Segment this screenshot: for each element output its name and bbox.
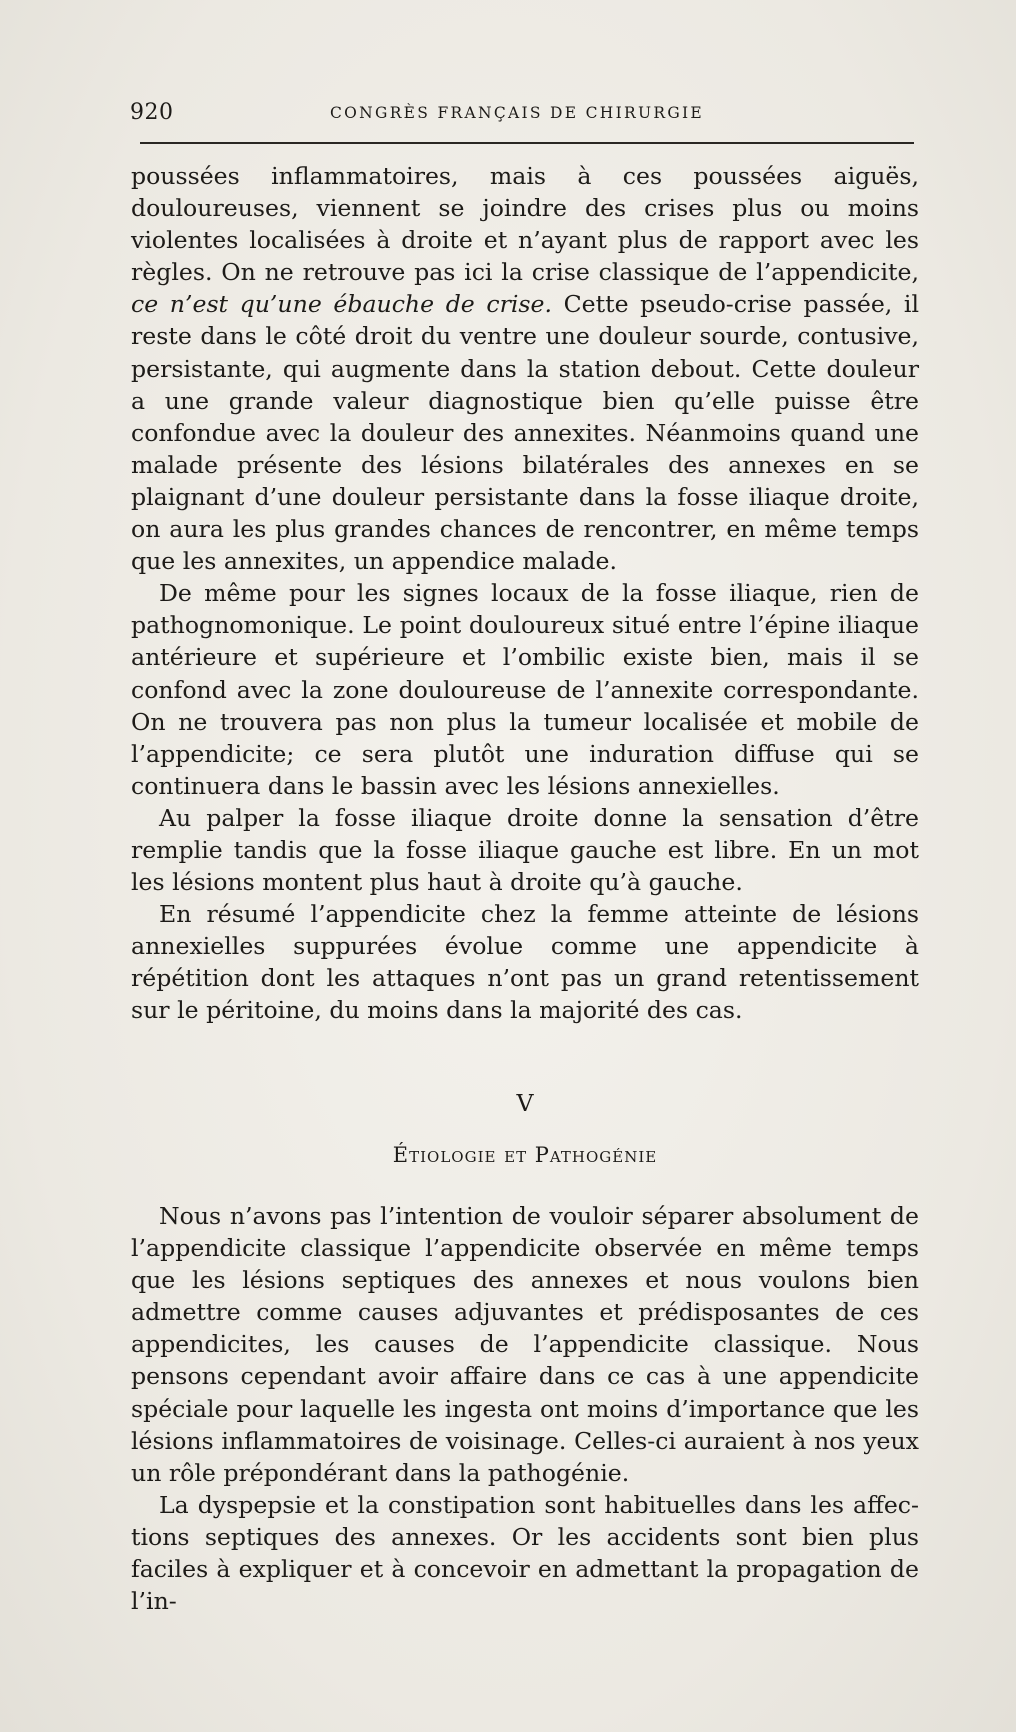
paragraph-text: poussées inflammatoires, mais à ces poussées aiguës, douloureuses, viennent se joindre des crises plus ou moins violentes localisées à droite et n’ayant plus de rapport avec les règles. On ne retrouve pas ici la crise classique de l’appendicite, xyxy=(131,162,919,287)
paragraph xyxy=(131,160,919,577)
paragraph-text: Cette pseudo-crise passée, il reste dans le côté droit du ventre une douleur sourde, contusive, persistante, qui augmente dans la station debout. Cette douleur a une grande valeur diagnostique bien qu’elle puisse être confondue avec la douleur des annexites. Néanmoins quand une malade présente des lésions bilatérales des annexes en se plaignant d’une douleur persistante dans la fosse iliaque droite, on aura les plus grandes chances de rencontrer, en même temps que les annexites, un appendice malade. xyxy=(131,290,920,576)
body-text-section xyxy=(131,1200,919,1617)
paragraph: La dyspepsie et la constipation sont habituelles dans les affections septiques des annexes. Or les accidents sont bien plus faciles à expliquer et à concevoir en admettant la propagation de l’in- xyxy=(131,1490,919,1616)
paragraph: Nous n’avons pas l’intention de vouloir séparer absolument de l’appendicite classique l’appendicite observée en même temps que les lésions septiques des annexes et nous voulons bien admettre comme causes adjuvantes et prédisposantes de ces appendicites, les causes de l’appendicite classique. Nous pensons cependant avoir affaire dans ce cas à une appendicite spéciale pour laquelle les ingesta ont moins d’importance que les lésions inflammatoires de voisinage. Celles-ci auraient à nos yeux un rôle prépondérant dans la pathogénie. xyxy=(131,1202,919,1487)
header-rule xyxy=(140,142,914,144)
page-number: 920 xyxy=(130,100,174,125)
body-text xyxy=(131,160,919,1027)
running-header xyxy=(130,100,918,136)
paragraph: De même pour les signes locaux de la fosse iliaque, rien de pathognomonique. Le point douloureux situé entre l’épine iliaque antérieure et supérieure et l’ombilic existe bien, mais il se confond avec la zone douloureuse de l’annexite correspondante. On ne trouvera pas non plus la tumeur localisée et mobile de l’appendicite; ce sera plutôt une induration diffuse qui se continuera dans le bassin avec les lésions annexielles. xyxy=(131,579,919,800)
emphasis-text: ce n’est qu’une ébauche de crise. xyxy=(131,290,552,319)
paragraph: En résumé l’appendicite chez la femme atteinte de lésions annexielles suppurées évolue comme une appendicite à répétition dont les attaques n’ont pas un grand retentissement sur le péritoine, du moins dans la majorité des cas. xyxy=(131,900,919,1025)
running-title: CONGRÈS FRANÇAIS DE CHIRURGIE xyxy=(330,104,705,122)
section-title: Étiologie et Pathogénie xyxy=(392,1143,658,1167)
section-number: V xyxy=(516,1089,534,1117)
paragraph: Au palper la fosse iliaque droite donne la sensation d’être remplie tandis que la fosse iliaque gauche est libre. En un mot les lésions montent plus haut à droite qu’à gauche. xyxy=(131,803,919,897)
